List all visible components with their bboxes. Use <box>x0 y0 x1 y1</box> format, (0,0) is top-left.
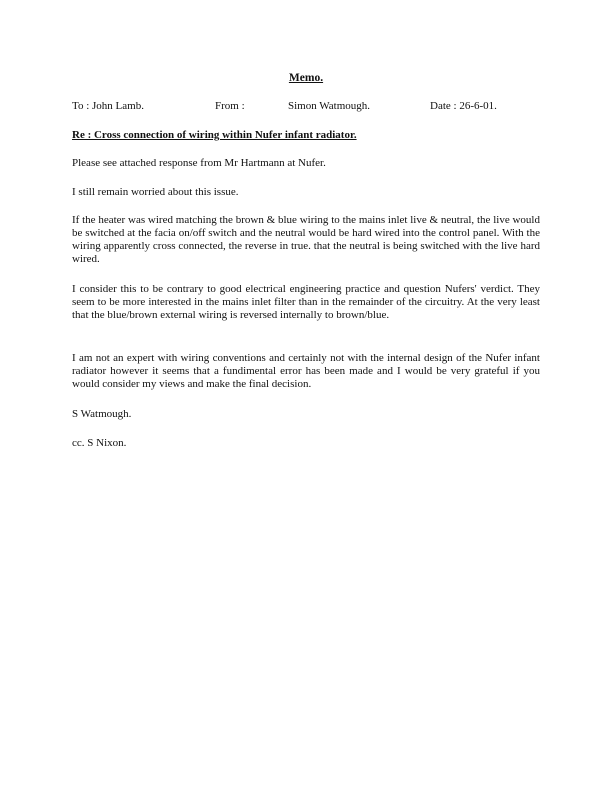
to-field: To : John Lamb. <box>72 100 144 112</box>
cc-line: cc. S Nixon. <box>72 437 127 449</box>
paragraph-5: I am not an expert with wiring conventions and certainly not with the internal design of the Nufer infant radiator however it seems that a fundimental error has been made and I would be very grateful if you would consider my views and make the final decision. <box>72 352 540 390</box>
from-label: From : <box>215 100 245 112</box>
paragraph-1: Please see attached response from Mr Hartmann at Nufer. <box>72 157 326 169</box>
signature: S Watmough. <box>72 408 132 420</box>
date-field: Date : 26-6-01. <box>430 100 497 112</box>
paragraph-3: If the heater was wired matching the brown & blue wiring to the mains inlet live & neutral, the live would be switched at the facia on/off switch and the neutral would be hard wired into the control panel. With the wiring apparently cross connected, the reverse in true. that the neutral is being switched with the live hard wired. <box>72 214 540 265</box>
memo-header <box>0 100 612 114</box>
paragraph-2: I still remain worried about this issue. <box>72 186 239 198</box>
from-name: Simon Watmough. <box>288 100 371 112</box>
subject-line: Re : Cross connection of wiring within Nufer infant radiator. <box>72 129 357 141</box>
memo-title: Memo. <box>288 72 324 84</box>
paragraph-4: I consider this to be contrary to good electrical engineering practice and question Nufers' verdict. They seem to be more interested in the mains inlet filter than in the remainder of the circuitry. At the very least that the blue/brown external wiring is reversed internally to brown/blue. <box>72 283 540 321</box>
